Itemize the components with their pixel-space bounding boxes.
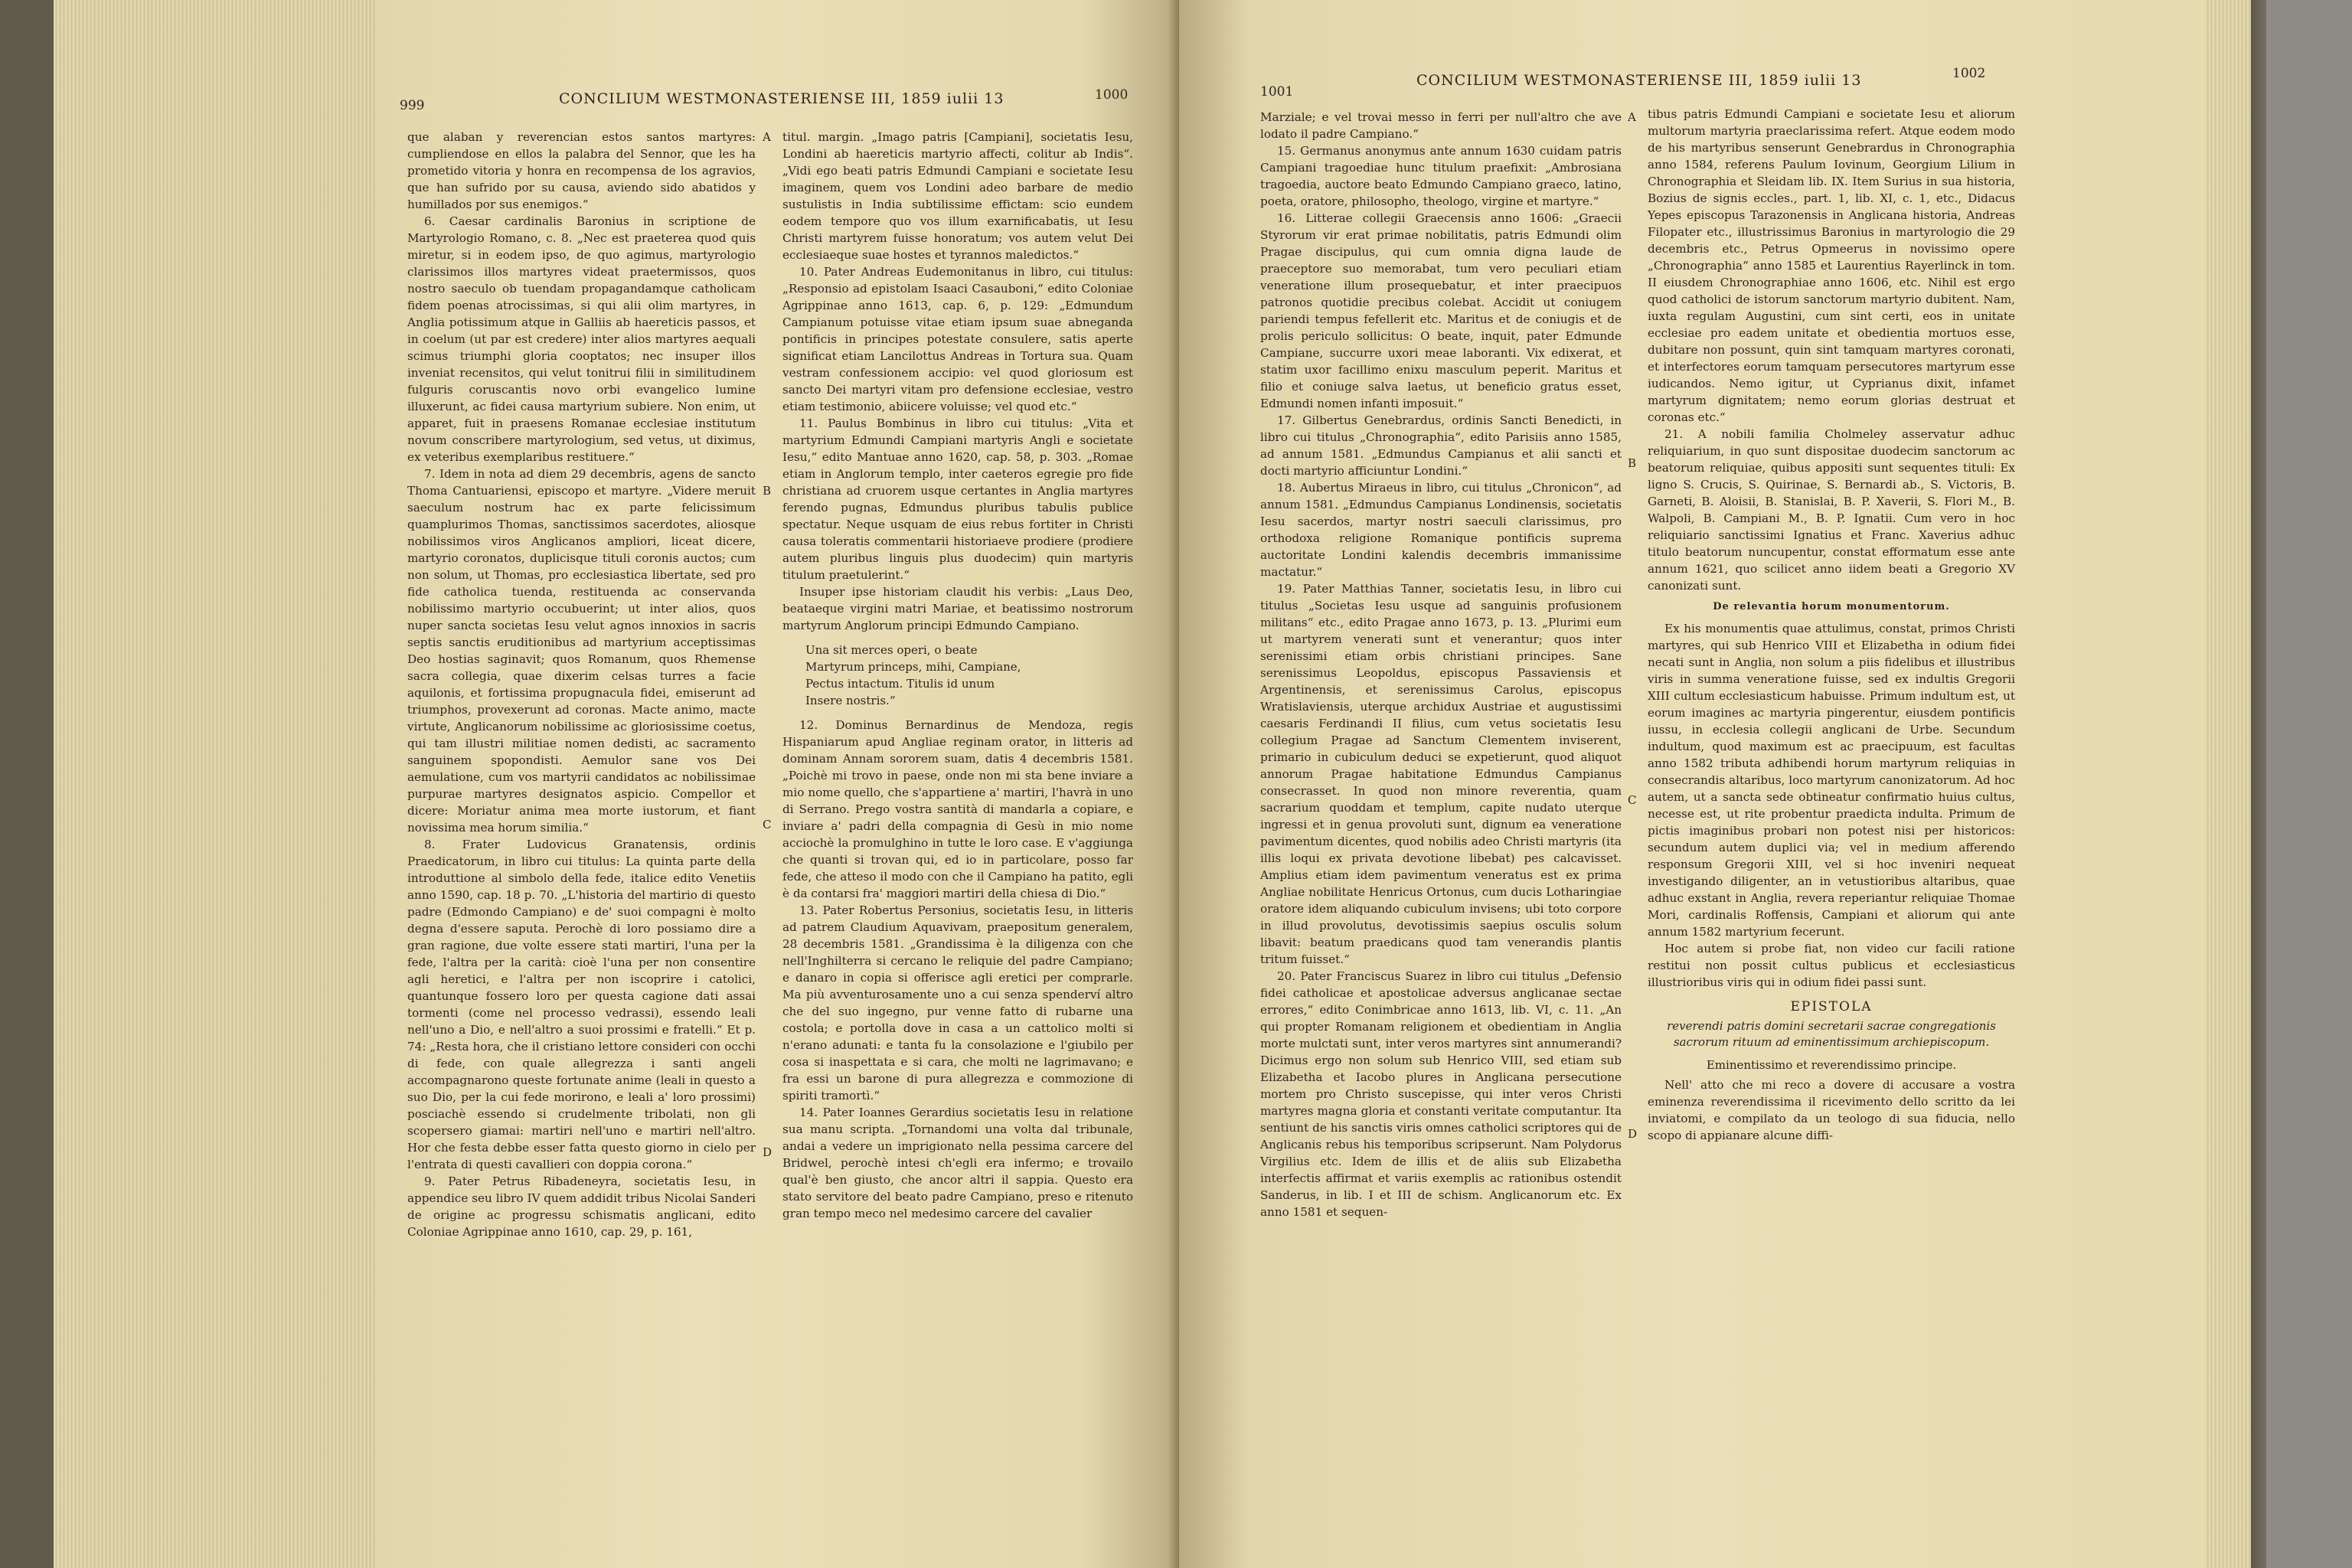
paragraph: Marziale; e vel trovai messo in ferri per null'altro che ave lodato il padre Campiano.“	[1260, 110, 1622, 141]
margin-letter-d-right: D	[1628, 1127, 1638, 1141]
margin-letter-b-right: B	[1628, 456, 1637, 470]
paragraph: 16. Litterae collegii Graecensis anno 1606: „Graecii Styrorum vir erat primae nobilitatis, patris Edmundi olim Pragae discipulus, qui cum omnia digna laude de praeceptore suo memorabat, tum vero peculiari etiam veneratione illum prosequebatur, et inter praecipuos patronos quotidie precibus colebat. Accidit ut coniugem pariendi tempus fefellerit etc. Maritus et de coniugis et de prolis periculo sollicitus: O beate, inquit, pater Edmunde Campiane, succurre uxori meae laboranti. Vix edixerat, et statim uxor facillimo enixu masculum peperit. Maritus et filio et coniuge salva laetus, ut beneficio gratus esset, Edmundi nomen infanti imposuit.“	[1260, 211, 1622, 410]
paragraph: 18. Aubertus Miraeus in libro, cui titulus „Chronicon“, ad annum 1581. „Edmundus Campianus Londinensis, societatis Iesu sacerdos, martyr nostri saeculi clarissimus, pro orthodoxa religione Romanique pontificis suprema auctoritate Londini kalendis decembris immanissime mactatur.“	[1260, 481, 1622, 579]
paragraph: 8. Frater Ludovicus Granatensis, ordinis Praedicatorum, in libro cui titulus: La quinta parte della introduttione al simbolo della fede, italice edito Venetiis anno 1590, cap. 18 p. 70. „L'historia del martirio di questo padre (Edmondo Campiano) e de' suoi compagni è molto degna d'essere saputa. Perochè di loro possiamo dire a gran ragione, due volte essere stati martiri, l'una per la fede, l'altra per la carità: cioè l'una per non consentire agli heretici, e l'altra per non iscoprire i catolici, quantunque fossero loro per questa cagione dati assai tormenti (come nel processo vedrassi), essendo leali nell'uno a Dio, e nell'altro a suoi prossimi e fratelli.“ Et p. 74: „Resta hora, che il cristiano lettore consideri con occhi di fede, con quale allegrezza i santi angeli accompagnarono queste fortunate anime (leali in questo a suo Dio, per la cui fede morirono, e leali a' loro prossimi) posciachè essendo si crudelmente tribolati, non gli scopersero giamai: martiri nell'uno e martiri nell'altro. Hor che festa debbe esser fatta questo giorno in cielo per l'entrata di questi cavallieri con doppia corona.“	[407, 838, 756, 1171]
page-edges-left	[54, 0, 375, 1568]
epistola-body: Nell' atto che mi reco a dovere di accusare a vostra eminenza reverendissima il ricevimento dello scritto da lei inviatomi, e compilato da un teologo di sua fiducia, nello scopo di appianare alcune diffi-	[1648, 1078, 2015, 1142]
epistola-subtitle: reverendi patris domini secretarii sacrae congregationis sacrorum rituum ad eminentissimum archiepiscopum.	[1667, 1019, 1996, 1049]
page-number-1001: 1001	[1260, 84, 1294, 100]
paragraph: que alaban y reverencian estos santos martyres: cumpliendose en ellos la palabra del Sennor, que les ha prometido vitoria y honra en recompensa de los agravios, que han sufrido por su causa, aviendo sido abatidos y humillados por sus enemigos.“	[407, 130, 756, 211]
column-1	[407, 129, 756, 1240]
paragraph: 12. Dominus Bernardinus de Mendoza, regis Hispaniarum apud Angliae reginam orator, in litteris ad dominam Annam sororem suam, datis 4 decembris 1581. „Poichè mi trovo in paese, onde non mi sta bene inviare a mio nome quello, che s'appartiene a' martiri, l'havrà in uno di Serrano. Prego vostra santità di mandarla a copiare, e inviare a' padri della compagnia di Gesù in mio nome acciochè la promulghino in tutte le loro case. E v'aggiunga che quanti si trovan qui, ed io in particolare, posso far fede, che atteso il modo con che il Campiano ha patito, egli è da contarsi fra' maggiori martiri della chiesa di Dio.“	[782, 718, 1133, 900]
margin-letter-a: A	[763, 130, 771, 144]
column-4-part-b	[1648, 620, 2015, 991]
paragraph: 19. Pater Matthias Tanner, societatis Iesu, in libro cui titulus „Societas Iesu usque ad sanguinis profusionem militans“ etc., edito Pragae anno 1673, p. 13. „Plurimi eum ut martyrem venerati sunt et venerantur; quos inter serenissimi etiam orbis christiani principes. Sane serenissimus Leopoldus, episcopus Passaviensis et Argentinensis, et serenissimus Carolus, episcopus Wratislaviensis, uterque archidux Austriae et augustissimi caesaris Ferdinandi II filius, cum vetus societatis Iesu collegium Pragae ad Sanctum Clementem inviserent, primario in cubiculum deduci se expetierunt, quod aliquot annorum Pragae habitatione Edmundus Campianus consecrasset. In quod non minore reverentia, quam sacrarium quoddam et templum, capite nudato uterque ingressi et in genua provoluti sunt, dignum ea veneratione pavimentum dicentes, quod nobilis adeo Christi martyris (ita illis loqui ex privata devotione libebat) pes calcavisset. Amplius etiam idem pavimentum veneratus est ex prima Angliae nobilitate Henricus Ortonus, cum ducis Lotharingiae oratore idem aliquando cubiculum invisens; ubi toto corpore in illud provolutus, devotissimis saepius osculis solum libavit: beatum praedicans quod tam venerandis plantis tritum fuisset.“	[1260, 582, 1622, 966]
paragraph: Hoc autem si probe fiat, non video cur facili ratione restitui non possit cultus publicus et ecclesiasticus illustrioribus viris qui in odium fidei passi sunt.	[1648, 942, 2015, 989]
paragraph: 20. Pater Franciscus Suarez in libro cui titulus „Defensio fidei catholicae et apostolicae adversus anglicanae sectae errores,“ edito Conimbricae anno 1613, lib. VI, c. 11. „An qui propter Romanam religionem et obedientiam in Anglia morte mulctati sunt, inter veros martyres sint annumerandi? Dicimus ergo non solum sub Henrico VIII, sed etiam sub Elizabetha et Iacobo plures in Anglicana persecutione mortem pro Christo suscepisse, qui inter veros Christi martyres magna gloria et constanti veritate computantur. Ita sentiunt de his sanctis viris omnes catholici scriptores qui de Anglicanis rebus his temporibus scripserunt. Nam Polydorus Virgilius etc. Idem de illis et de aliis sub Elizabetha interfectis affirmat et variis exemplis ac rationibus ostendit Sanderus, in lib. I et III de schism. Anglicanorum etc. Ex anno 1581 et sequen-	[1260, 969, 1622, 1219]
background-surface	[2266, 0, 2352, 1568]
paragraph: 15. Germanus anonymus ante annum 1630 cuidam patris Campiani tragoediae hunc titulum praefixit: „Ambrosiana tragoedia, auctore beato Edmundo Campiano graeco, latino, poeta, oratore, philosopho, theologo, virgine et martyre.“	[1260, 144, 1622, 208]
section-subheading: De relevantia horum monumentorum.	[1713, 601, 1950, 612]
running-header-right: CONCILIUM WESTMONASTERIENSE III, 1859 iulii 13	[1416, 72, 1862, 89]
poem-line: Martyrum princeps, mihi, Campiane,	[805, 660, 1021, 674]
right-page	[1179, 0, 2205, 1568]
paragraph: 6. Caesar cardinalis Baronius in scriptione de Martyrologio Romano, c. 8. „Nec est praeterea quod quis miretur, si in eodem ipso, de quo agimus, martyrologio clarissimos illos martyres videat praetermissos, quos nostro saeculo ob tuendam propagandamque catholicam fidem poenas atrocissimas, si qui alii olim martyres, in Anglia potissimum atque in Galliis ab haereticis passos, et in coelum (ut par est credere) inter alios martyres aequali scimus triumphi gloria cooptatos; nec insuper illos inveniat recensitos, qui velut tonitrui filii in similitudinem fulguris coruscantis novo orbi evangelico lumine illuxerunt, ac fidei causa martyrium subiere. Non enim, ut apparet, fuit in praesens Romanae ecclesiae institutum novum conscribere martyrologium, sed vetus, ut diximus, ex veteribus exemplaribus restituere.“	[407, 214, 756, 464]
margin-letter-b: B	[763, 484, 772, 498]
paragraph: 10. Pater Andreas Eudemonitanus in libro, cui titulus: „Responsio ad epistolam Isaaci Casauboni,“ edito Coloniae Agrippinae anno 1613, cap. 6, p. 129: „Edmundum Campianum potuisse vitae etiam ipsum suae abneganda pontificis in principes potestate consulere, satis aperte significat etiam Lancilottus Andreas in Tortura sua. Quam vestram confessionem accipio: vel quod gloriosum est sancto Dei martyri vitam pro defensione ecclesiae, vestro etiam testimonio, abiicere voluisse; vel quod etc.“	[782, 265, 1133, 413]
epistola-title: EPISTOLA	[1790, 999, 1873, 1014]
paragraph: 21. A nobili familia Cholmeley asservatur adhuc reliquiarium, in quo sunt dispositae duodecim sanctorum ac beatorum reliquiae, quibus appositi sunt sequentes tituli: Ex ligno S. Crucis, S. Quirinae, S. Bernardi ab., S. Victoris, B. Garneti, B. Aloisii, B. Stanislai, B. P. Xaverii, S. Flori M., B. Walpoli, B. Campiani M., B. P. Ignatii. Cum vero in hoc reliquiario sanctissimi Ignatius et Franc. Xaverius adhuc titulo beatorum nuncupentur, constat efformatum esse ante annum 1621, quo scilicet anno iidem beati a Gregorio XV canonizati sunt.	[1648, 427, 2015, 593]
running-header-left: CONCILIUM WESTMONASTERIENSE III, 1859 iulii 13	[559, 90, 1004, 107]
column-2	[782, 129, 1133, 1222]
page-number-1000: 1000	[1095, 87, 1129, 103]
poem-line: Pectus intactum. Titulis id unum	[805, 677, 995, 691]
paragraph: 13. Pater Robertus Personius, societatis Iesu, in litteris ad patrem Claudium Aquavivam, praepositum generalem, 28 decembris 1581. „Grandissima è la diligenza con che nell'Inghilterra si cercano le reliquie del padre Campiano; e danaro in copia si offerisce agli eretici per comprarle. Ma più avventurosamente uno a cui senza spenderví altro che del suo ingegno, pur venne fatto di rubarne una costola; e portolla dove in casa a un cattolico molti si n'erano adunati: e tanta fu la consolazione e l'giubilo per cosa si inaspettata e si cara, che molti ne lagrimavano; e fra essi un barone di pura allegrezza e commozione di spiriti tramortì.“	[782, 903, 1133, 1102]
column-2-part-b	[782, 717, 1133, 1222]
margin-letter-a-right: A	[1628, 110, 1636, 124]
poem-line: Una sit merces operi, o beate	[805, 643, 978, 657]
paragraph: 7. Idem in nota ad diem 29 decembris, agens de sancto Thoma Cantuariensi, episcopo et martyre. „Videre meruit saeculum nostrum hac ex parte felicissimum quamplurimos Thomas, sanctissimos sacerdotes, aliosque nobilissimos viros Anglicanos ampliori, liceat dicere, martyrio coronatos, duplicisque tituli coronis auctos; cum non solum, ut Thomas, pro ecclesiastica libertate, sed pro fide catholica tuenda, restituenda ac conservanda nobilissimo martyrio occubuerint; ut inter alios, quos nuper sancta societas Iesu velut agnos innoxios in sacris septis sanctis eruditionibus ad martyrium acceptissimas Deo hostias saginavit; quos Romanum, quos Rhemense sacra collegia, quae dixerim celsas turres a facie aquilonis, et fortissima propugnacula fidei, emiserunt ad triumphos, provexerunt ad coronas. Macte animo, macte virtute, Anglicanorum nobilissime ac gloriosissime coetus, qui tam illustri militiae nomen dedisti, ac sacramento sanguinem spopondisti. Aemulor sane vos Dei aemulatione, cum vos martyrii candidatos ac nobilissimae purpurae martyres designatos aspicio. Compellor et dicere: Moriatur anima mea morte iustorum, et fiant novissima mea horum similia.“	[407, 467, 756, 835]
column-3	[1260, 109, 1622, 1220]
paragraph: tibus patris Edmundi Campiani e societate Iesu et aliorum multorum martyria praeclarissima refert. Atque eodem modo de his martyribus senserunt Genebrardus in Chronographia anno 1584, referens Paulum Iovinum, Georgium Lilium in Chronographia et Sleidam lib. IX. Item Surius in sua historia, Bozius de signis eccles., part. 1, lib. XI, c. 1, etc., Didacus Yepes episcopus Tarazonensis in Anglicana historia, Andreas Filopater etc., illustrissimus Baronius in martyrologio die 29 decembris etc., Petrus Opmeerus in novissimo opere „Chronographia“ anno 1585 et Laurentius Rayerlinck in tom. II eiusdem Chronographiae anno 1606, etc. Nihil est ergo quod catholici de istorum sanctorum martyrio dubitent. Nam, iuxta regulam Augustini, cum sint certi, eos in unitate ecclesiae pro eadem unitate et obedientia mortuos esse, dubitare non possunt, quin sint tamquam martyres coronati, et interfectores eorum tamquam persecutores martyrum esse iudicandos. Nemo igitur, ut Cyprianus dixit, infamet martyrum dignitatem; nemo eorum glorias destruat et coronas etc.“	[1648, 107, 2015, 424]
paragraph: titul. margin. „Imago patris [Campiani], societatis Iesu, Londini ab haereticis martyrio affecti, colitur ab Indis“. „Vidi ego beati patris Edmundi Campiani e societate Iesu imaginem, quem vos Londini adeo barbare de medio sustulistis in India subtilissime effictam: scio eundem eodem tempore quo vos illum exarnificabatis, ut Iesu Christi martyrem fuisse honoratum; vos autem velut Dei ecclesiaeque suae hostes et tyrannos maledictos.“	[782, 130, 1133, 262]
paragraph: 17. Gilbertus Genebrardus, ordinis Sancti Benedicti, in libro cui titulus „Chronographia“, edito Parisiis anno 1585, ad annum 1581. „Edmundus Campianus et alii sancti et docti martyrio afficiuntur Londini.“	[1260, 413, 1622, 478]
column-2-part-a	[782, 129, 1133, 634]
paragraph: 11. Paulus Bombinus in libro cui titulus: „Vita et martyrium Edmundi Campiani martyris Angli e societate Iesu,“ edito Mantuae anno 1620, cap. 58, p. 303. „Romae etiam in Anglorum templo, inter caeteros egregie pro fide christiana ad cruorem usque certantes in Anglia martyres ferendo pugnas, Edmundus pluribus tabulis publice spectatur. Neque usquam de eius rebus fortiter in Christi causa toleratis commentarii historiaeve prodiere (prodiere autem pluribus linguis plus duodecim) quin martyris titulum praetulerint.“	[782, 416, 1133, 582]
column-4	[1648, 106, 2015, 1144]
margin-letter-c-right: C	[1628, 793, 1637, 807]
page-number-1002: 1002	[1952, 66, 1986, 81]
epistola-salutation: Eminentissimo et reverendissimo principe.	[1706, 1058, 1957, 1072]
page-number-999: 999	[400, 98, 425, 113]
paragraph: 14. Pater Ioannes Gerardius societatis Iesu in relatione sua manu scripta. „Tornandomi una volta dal tribunale, andai a vedere un imprigionato nella pessima carcere del Bridwel, perochè intesi ch'egli era infermo; e trovailo qual'è ben giusto, che ancor altri il sappia. Questo era stato servitore del beato padre Campiano, preso e ritenuto gran tempo meco nel medesimo carcere del cavalier	[782, 1106, 1133, 1220]
paragraph: 9. Pater Petrus Ribadeneyra, societatis Iesu, in appendice seu libro IV quem addidit tribus Nicolai Sanderi de origine ac progressu schismatis anglicani, edito Coloniae Agrippinae anno 1610, cap. 29, p. 161,	[407, 1174, 756, 1239]
poem	[805, 642, 1133, 709]
poem-line: Insere nostris.“	[805, 694, 896, 707]
paragraph: Ex his monumentis quae attulimus, constat, primos Christi martyres, qui sub Henrico VIII et Elizabetha in odium fidei necati sunt in Anglia, non solum a piis fidelibus et illustribus viris in summa veneratione fuisse, sed ex indultis Gregorii XIII cultum ecclesiasticum habuisse. Primum indultum est, ut eorum imagines ac martyria pingerentur, eiusdem pontificis iussu, in ecclesia collegii anglicani de Urbe. Secundum indultum, quod maximum est ac praecipuum, est facultas anno 1582 tributa adhibendi horum martyrum reliquias in consecrandis altaribus, loco martyrum canonizatorum. Ad hoc autem, ut a sancta sede obtineatur confirmatio huius cultus, necesse est, ut rite probentur praedicta indulta. Primum de pictis imaginibus probari non potest nisi per historicos: secundum autem duplici via; vel in medium afferendo responsum Gregorii XIII, vel si hoc inveniri nequeat investigando diligenter, an in vetustioribus altaribus, quae adhuc exstant in Anglia, revera reperiantur reliquiae Thomae Mori, cardinalis Roffensis, Campiani et aliorum qui ante annum 1582 martyrium fecerunt.	[1648, 622, 2015, 939]
margin-letter-c: C	[763, 818, 772, 831]
left-page	[375, 0, 1179, 1568]
paragraph: Insuper ipse historiam claudit his verbis: „Laus Deo, beataeque virgini matri Mariae, et beatissimo nostrorum martyrum Anglorum principi Edmundo Campiano.	[782, 585, 1133, 632]
margin-letter-d: D	[763, 1145, 773, 1159]
column-4-part-a	[1648, 106, 2015, 594]
